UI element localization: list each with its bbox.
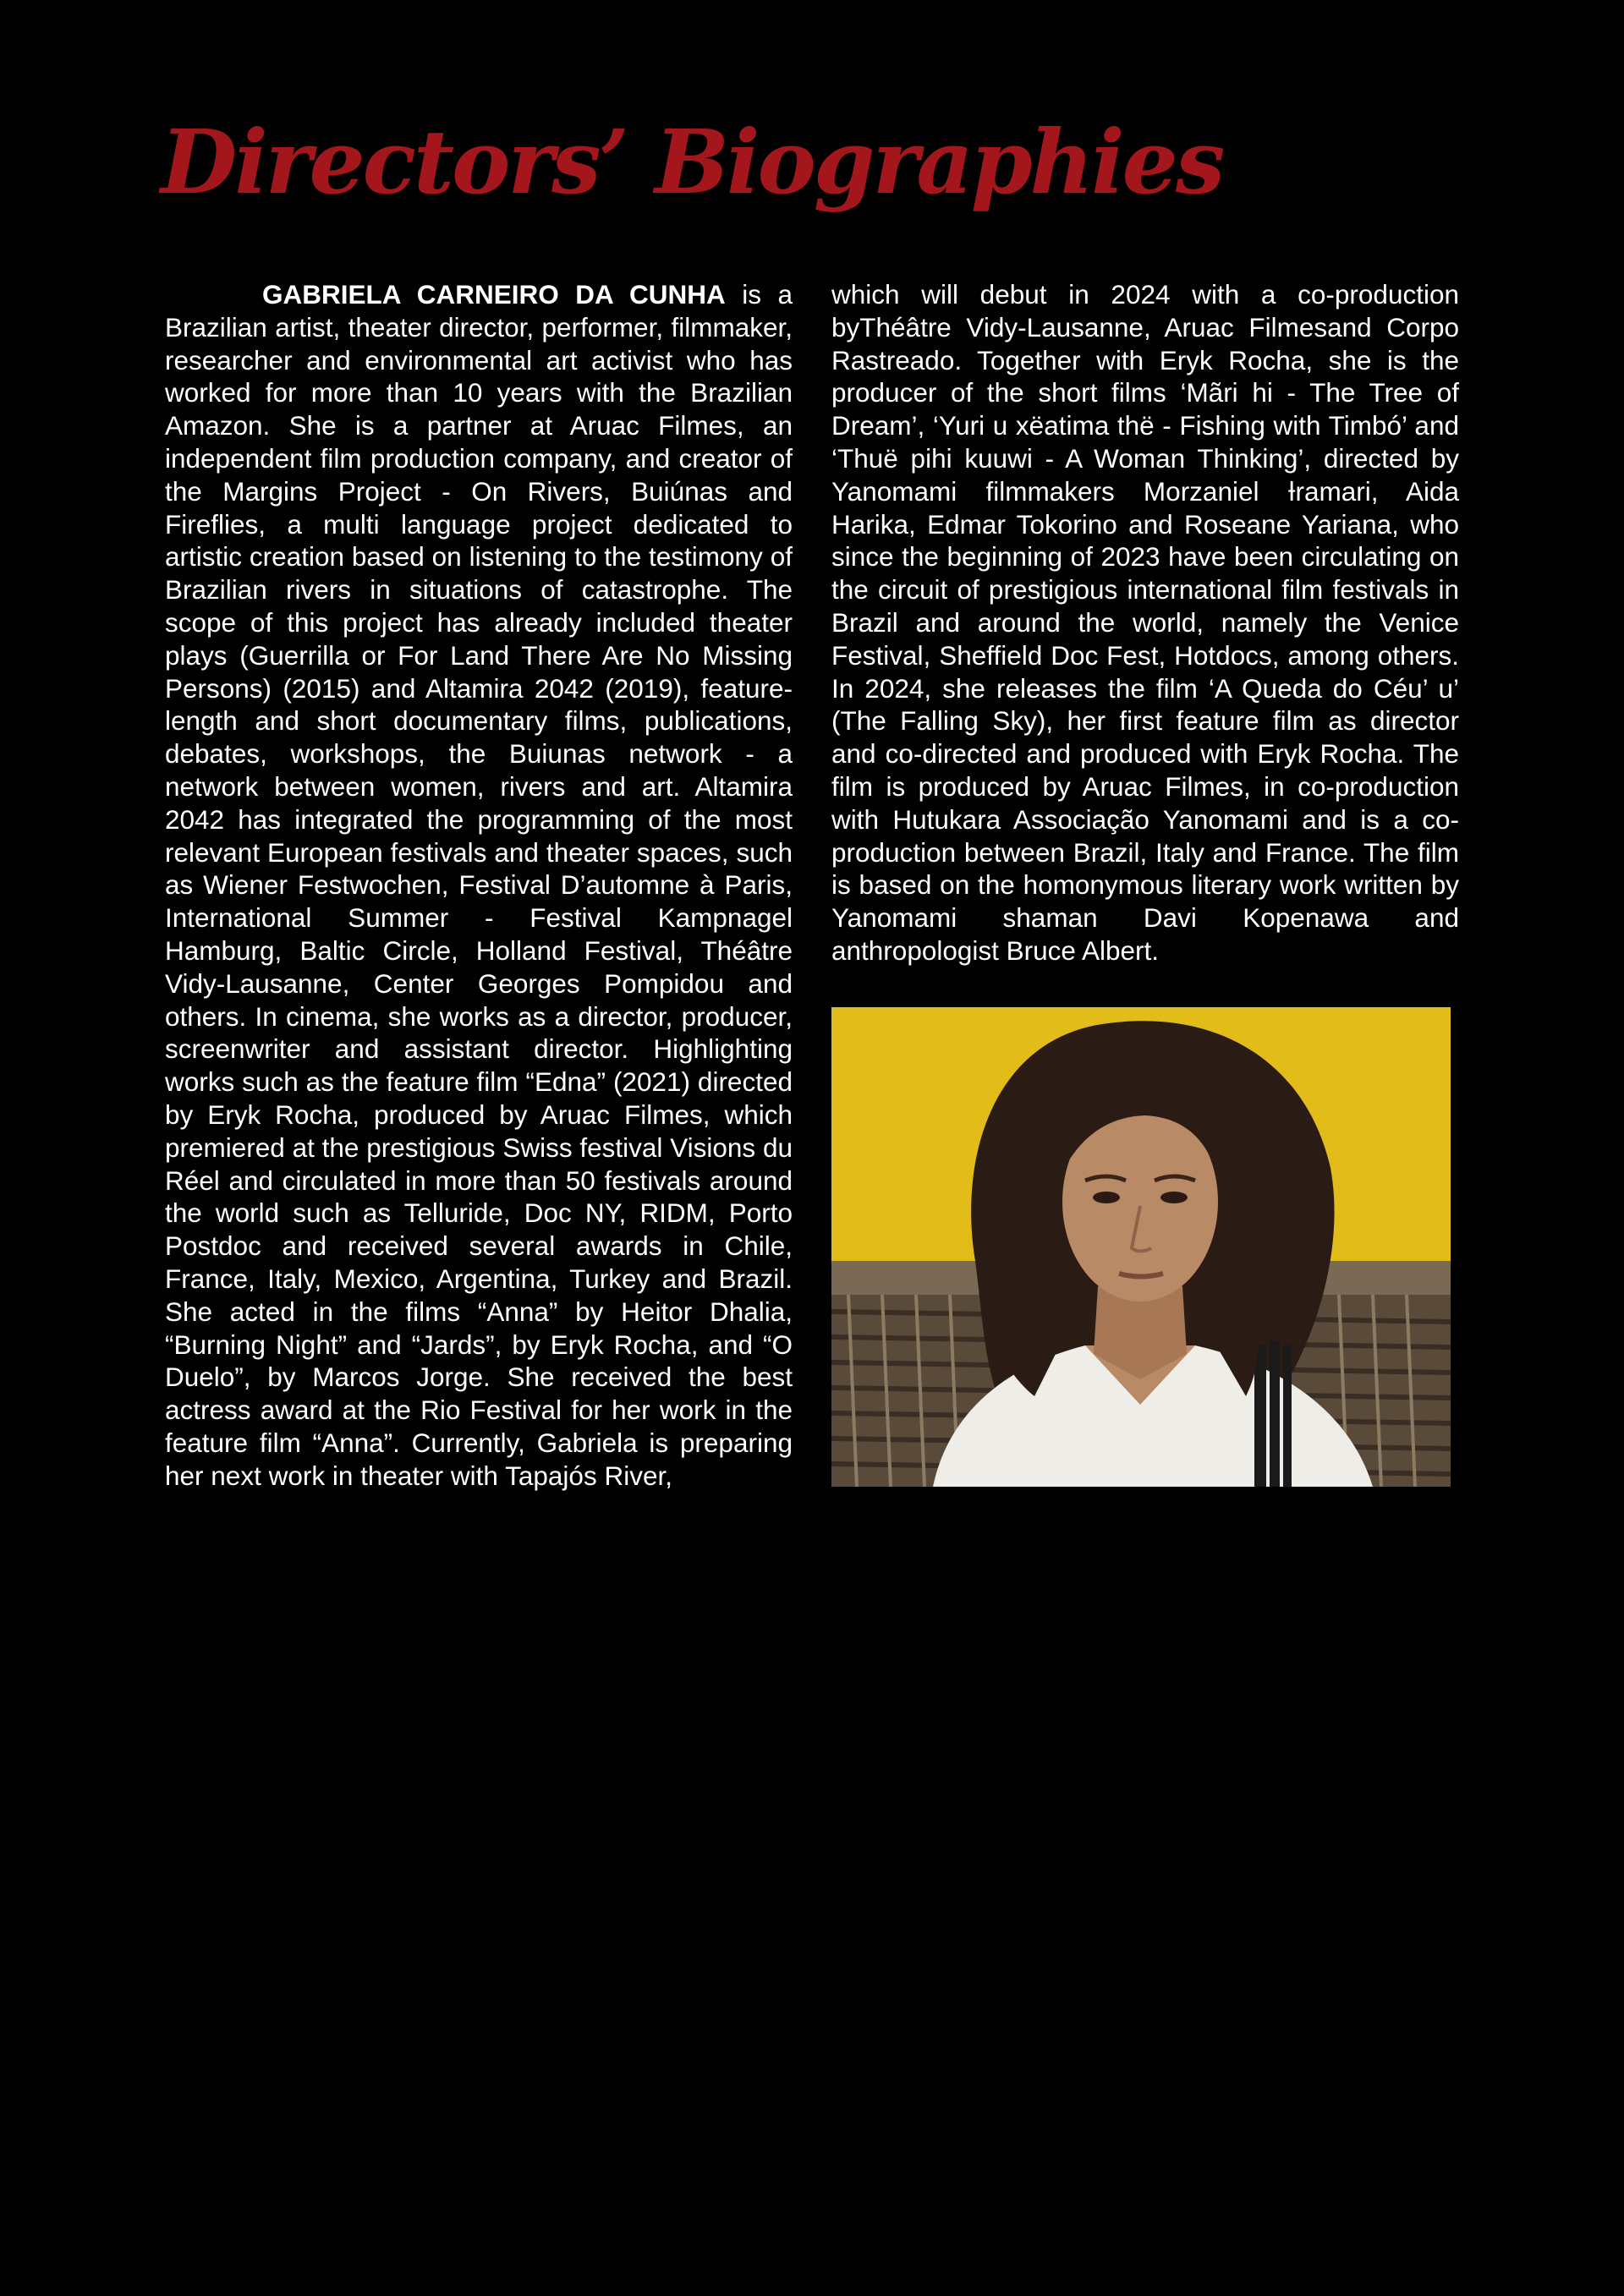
biography-column-right: [831, 278, 1459, 967]
director-name: GABRIELA CARNEIRO DA CUNHA: [262, 279, 726, 310]
biography-paragraph: [165, 278, 793, 1492]
portrait-image: [831, 1007, 1451, 1487]
director-portrait: [831, 1007, 1451, 1487]
biography-text-right: which will debut in 2024 with a co-production byThéâtre Vidy-Lausanne, Aruac Filmesand Corpo Rastreado. Together with Eryk Rocha, she is the producer of the short films ‘Mãri hi - The Tree of Dream’, ‘Yuri u xëatima thë - Fishing with Timbó’ and ‘Thuë pihi kuuwi - A Woman Thinking’, directed by Yanomami filmmakers Morzaniel Ɨramari, Aida Harika, Edmar Tokorino and Roseane Yariana, who since the beginning of 2023 have been circulating on the circuit of prestigious international film festivals in Brazil and around the world, namely the Venice Festival, Sheffield Doc Fest, Hotdocs, among others. In 2024, she releases the film ‘A Queda do Céu’ u’ (The Falling Sky), her first feature film as director and co-directed and produced with Eryk Rocha. The film is produced by Aruac Filmes, in co-production with Hutukara Associação Yanomami and is a co-production between Brazil, Italy and France. The film is based on the homonymous literary work written by Yanomami shaman Davi Kopenawa and anthropologist Bruce Albert.: [831, 279, 1459, 966]
page-title: Directors’ Biographies: [161, 110, 1223, 214]
biography-text-left: is a Brazilian artist, theater director, performer, filmmaker, researcher and environmental art activist who has worked for more than 10 years with the Brazilian Amazon. She is a partner at Aruac Filmes, an independent film production company, and creator of the Margins Project - On Rivers, Buiúnas and Fireflies, a multi language project dedicated to artistic creation based on listening to the testimony of Brazilian rivers in situations of catastrophe. The scope of this project has already included theater plays (Guerrilla or For Land There Are No Missing Persons) (2015) and Altamira 2042 (2019), feature-length and short documentary films, publications, debates, workshops, the Buiunas network - a network between women, rivers and art. Altamira 2042 has integrated the programming of the most relevant European festivals and theater spaces, such as Wiener Festwochen, Festival D’automne à Paris, International Summer - Festival Kampnagel Hamburg, Baltic Circle, Holland Festival, Théâtre Vidy-Lausanne, Center Georges Pompidou and others. In cinema, she works as a director, producer, screenwriter and assistant director. Highlighting works such as the feature film “Edna” (2021) directed by Eryk Rocha, produced by Aruac Filmes, which premiered at the prestigious Swiss festival Visions du Réel and circulated in more than 50 festivals around the world such as Telluride, Doc NY, RIDM, Porto Postdoc and received several awards in Chile, France, Italy, Mexico, Argentina, Turkey and Brazil. She acted in the films “Anna” by Heitor Dhalia, “Burning Night” and “Jards”, by Eryk Rocha, and “O Duelo”, by Marcos Jorge. She received the best actress award at the Rio Festival for her work in the feature film “Anna”. Currently, Gabriela is preparing her next work in theater with Tapajós River,: [165, 279, 793, 1491]
biography-column-left: [165, 278, 793, 1492]
